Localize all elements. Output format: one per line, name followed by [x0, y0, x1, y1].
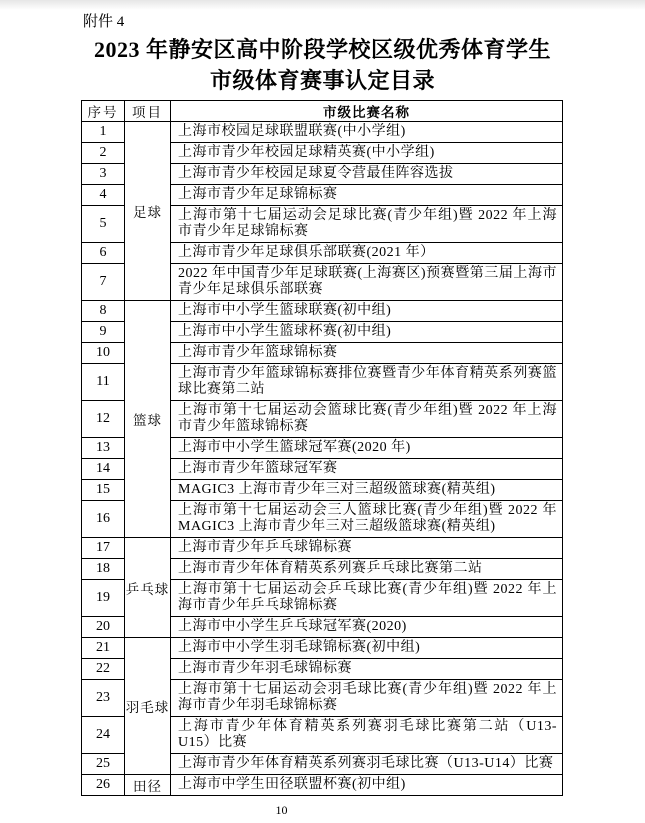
row-serial-number-cell: 18: [82, 559, 125, 580]
row-serial-number-cell: 15: [82, 480, 125, 501]
table-row: [82, 775, 563, 796]
row-serial-number-cell: 20: [82, 617, 125, 638]
attachment-label: 附件 4: [83, 14, 125, 30]
competition-name-cell: 上海市青少年体育精英系列赛羽毛球比赛（U13-U14）比赛: [171, 754, 563, 775]
header-sport: 项目: [125, 101, 171, 122]
row-serial-number-cell: 12: [82, 401, 125, 438]
competition-table: [81, 100, 563, 796]
row-serial-number-cell: 10: [82, 343, 125, 364]
competition-name-cell: 上海市青少年羽毛球锦标赛: [171, 659, 563, 680]
competition-name-cell: 上海市青少年足球锦标赛: [171, 185, 563, 206]
row-serial-number-cell: 8: [82, 301, 125, 322]
table-row: [82, 122, 563, 143]
document-title: [0, 34, 645, 96]
row-serial-number-cell: 9: [82, 322, 125, 343]
sport-category-cell: 乒乓球: [125, 538, 171, 638]
row-serial-number-cell: 23: [82, 680, 125, 717]
competition-name-cell: MAGIC3 上海市青少年三对三超级篮球赛(精英组): [171, 480, 563, 501]
row-serial-number-cell: 4: [82, 185, 125, 206]
competition-name-cell: 上海市青少年足球俱乐部联赛(2021 年）: [171, 243, 563, 264]
competition-name-cell: 上海市第十七届运动会羽毛球比赛(青少年组)暨 2022 年上海市青少年羽毛球锦标赛: [171, 680, 563, 717]
row-serial-number-cell: 5: [82, 206, 125, 243]
competition-name-cell: 上海市中小学生篮球冠军赛(2020 年): [171, 438, 563, 459]
competition-name-cell: 上海市青少年体育精英系列赛羽毛球比赛第二站（U13-U15）比赛: [171, 717, 563, 754]
competition-name-cell: 上海市第十七届运动会篮球比赛(青少年组)暨 2022 年上海市青少年篮球锦标赛: [171, 401, 563, 438]
competition-name-cell: 上海市青少年体育精英系列赛乒乓球比赛第二站: [171, 559, 563, 580]
competition-name-cell: 上海市青少年篮球锦标赛: [171, 343, 563, 364]
table-header-row: [82, 101, 563, 122]
sport-category-cell: 羽毛球: [125, 638, 171, 775]
row-serial-number-cell: 16: [82, 501, 125, 538]
competition-name-cell: 上海市第十七届运动会乒乓球比赛(青少年组)暨 2022 年上海市青少年乒乓球锦标赛: [171, 580, 563, 617]
competition-name-cell: 上海市中小学生乒乓球冠军赛(2020): [171, 617, 563, 638]
row-serial-number-cell: 2: [82, 143, 125, 164]
row-serial-number-cell: 7: [82, 264, 125, 301]
row-serial-number-cell: 25: [82, 754, 125, 775]
competition-name-cell: 上海市第十七届运动会三人篮球比赛(青少年组)暨 2022 年MAGIC3 上海市青少年三对三超级篮球赛(精英组): [171, 501, 563, 538]
header-serial-number: 序号: [82, 101, 125, 122]
competition-name-cell: 上海市校园足球联盟联赛(中小学组): [171, 122, 563, 143]
competition-name-cell: 上海市青少年乒乓球锦标赛: [171, 538, 563, 559]
competition-name-cell: 上海市青少年校园足球精英赛(中小学组): [171, 143, 563, 164]
row-serial-number-cell: 17: [82, 538, 125, 559]
competition-name-cell: 2022 年中国青少年足球联赛(上海赛区)预赛暨第三届上海市青少年足球俱乐部联赛: [171, 264, 563, 301]
row-serial-number-cell: 26: [82, 775, 125, 796]
competition-name-cell: 上海市中小学生羽毛球锦标赛(初中组): [171, 638, 563, 659]
document-title-line2: 市级体育赛事认定目录: [209, 68, 435, 93]
table-row: [82, 301, 563, 322]
sport-category-cell: 田径: [125, 775, 171, 796]
document-title-line1: 2023 年静安区高中阶段学校区级优秀体育学生: [93, 37, 551, 62]
sport-category-cell: 篮球: [125, 301, 171, 538]
competition-name-cell: 上海市中小学生篮球杯赛(初中组): [171, 322, 563, 343]
competition-name-cell: 上海市青少年校园足球夏令营最佳阵容选拔: [171, 164, 563, 185]
header-competition-name: 市级比赛名称: [171, 101, 563, 122]
sport-category-cell: 足球: [125, 122, 171, 301]
table-row: [82, 638, 563, 659]
competition-name-cell: 上海市中小学生篮球联赛(初中组): [171, 301, 563, 322]
competition-name-cell: 上海市中学生田径联盟杯赛(初中组): [171, 775, 563, 796]
row-serial-number-cell: 14: [82, 459, 125, 480]
row-serial-number-cell: 21: [82, 638, 125, 659]
competition-name-cell: 上海市第十七届运动会足球比赛(青少年组)暨 2022 年上海市青少年足球锦标赛: [171, 206, 563, 243]
competition-name-cell: 上海市青少年篮球冠军赛: [171, 459, 563, 480]
page-number: 10: [275, 803, 288, 817]
table-row: [82, 538, 563, 559]
row-serial-number-cell: 1: [82, 122, 125, 143]
competition-table-body: [82, 122, 563, 796]
row-serial-number-cell: 22: [82, 659, 125, 680]
row-serial-number-cell: 11: [82, 364, 125, 401]
row-serial-number-cell: 6: [82, 243, 125, 264]
competition-name-cell: 上海市青少年篮球锦标赛排位赛暨青少年体育精英系列赛篮球比赛第二站: [171, 364, 563, 401]
row-serial-number-cell: 13: [82, 438, 125, 459]
row-serial-number-cell: 3: [82, 164, 125, 185]
row-serial-number-cell: 24: [82, 717, 125, 754]
row-serial-number-cell: 19: [82, 580, 125, 617]
